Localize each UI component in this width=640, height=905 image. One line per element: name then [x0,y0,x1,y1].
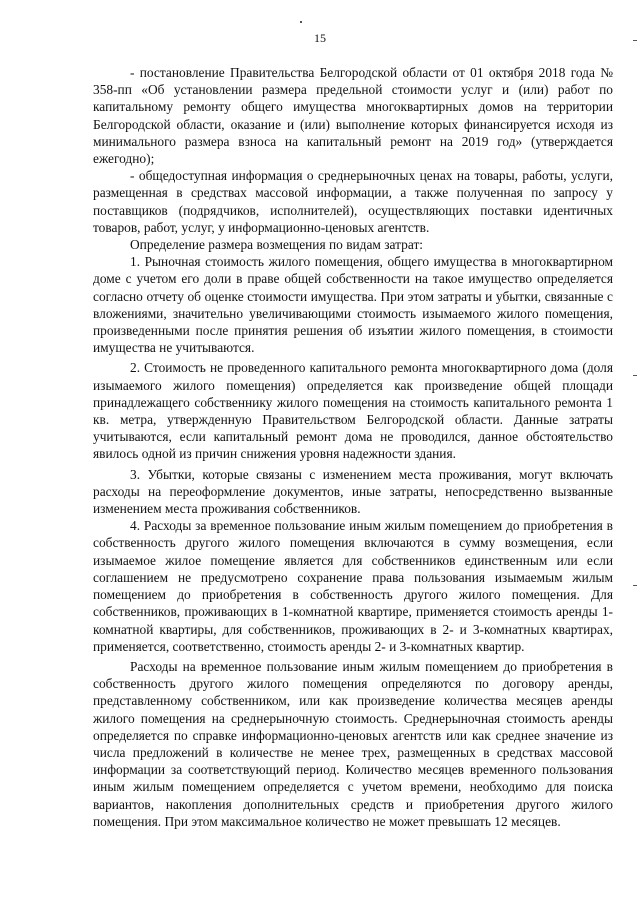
margin-tick [633,40,637,41]
margin-tick [633,585,637,586]
paragraph-rent-calculation: Расходы на временное пользование иным жилым помещением до приобретения в собственность другого жилого помещения определяются по договору аренды, представленному собственником, или как произведение количества месяцев аренды жилого помещения на среднерыночную стоимость. Среднерыночная стоимость аренды определяется по справке информационно-ценовых агентств или как среднее значение из числа предложений в количестве не менее трех, размещенных в средствах массовой информации за соответствующий период. Количество месяцев временного пользования иным жилым помещением определяется с учетом времени, необходимо для поиска вариантов, накопления дополнительных средств и приобретения другого жилого помещения. При этом максимальное количество не может превышать 12 месяцев. [93,658,613,829]
page-number: 15 [314,31,326,45]
paragraph-item-2-capital-repair: 2. Стоимость не проведенного капитального ремонта многоквартирного дома (доля изымаемого жилого помещения) определяется как произведение общей площади принадлежащего собственнику жилого помещения на стоимость капитального ремонта 1 кв. метра, утвержденную Правительством Белгородской области. Данные затраты учитываются, если капитальный ремонт дома не проводился, данное обстоятельство явилось одной из причин снижения уровня надежности здания. [93,360,613,462]
paragraph-item-4-temporary-housing: 4. Расходы за временное пользование иным жилым помещением до приобретения в собственность другого жилого помещения включаются в сумму возмещения, если изымаемое жилое помещение является для собственников единственным или если соглашением не предусмотрено сохранение права пользования изымаемым жилым помещением до приобретения в собственность другого жилого помещения. Для собственников, проживающих в 1-комнатной квартире, применяется стоимость аренды 1-комнатной квартиры, для собственников, проживающих в 2- и 3-комнатных квартирах, применяется, соответственно, стоимость аренды 2- и 3-комнатных квартир. [93,518,613,654]
margin-tick [633,375,637,376]
paragraph-price-info: - общедоступная информация о среднерыночных ценах на товары, работы, услуги, размещенная в средствах массовой информации, а также полученная по запросу у поставщиков (подрядчиков, исполнителей), осуществляющих поставки идентичных товаров, работ, услуг, у информационно-ценовых агентств. [93,168,613,235]
document-body [93,64,613,830]
paragraph-resolution: - постановление Правительства Белгородской области от 01 октября 2018 года № 358-пп «Об установлении размера предельной стоимости услуг и (или) работ по капитальному ремонту общего имущества многоквартирных домов на территории Белгородской области, оказание и (или) выполнение которых финансируется исходя из минимального размера взноса на капитальный ремонт на 2019 год» (утверждается ежегодно); [93,65,613,167]
scan-speck [300,21,302,23]
paragraph-item-3-relocation-losses: 3. Убытки, которые связаны с изменением места проживания, могут включать расходы на переоформление документов, иные затраты, непосредственно вызванные изменением места проживания собственников. [93,466,613,517]
paragraph-cost-types-heading: Определение размера возмещения по видам затрат: [130,237,424,253]
paragraph-item-1-market-value: 1. Рыночная стоимость жилого помещения, общего имущества в многоквартирном доме с учетом его доли в праве общей собственности на такое имущество определяется согласно отчету об оценке стоимости имущества. При этом затраты и убытки, связанные с вложениями, значительно увеличивающими стоимость изымаемого жилого помещения, произведенными после принятия решения об изъятии жилого помещения, в стоимости имущества не учитываются. [93,254,613,356]
